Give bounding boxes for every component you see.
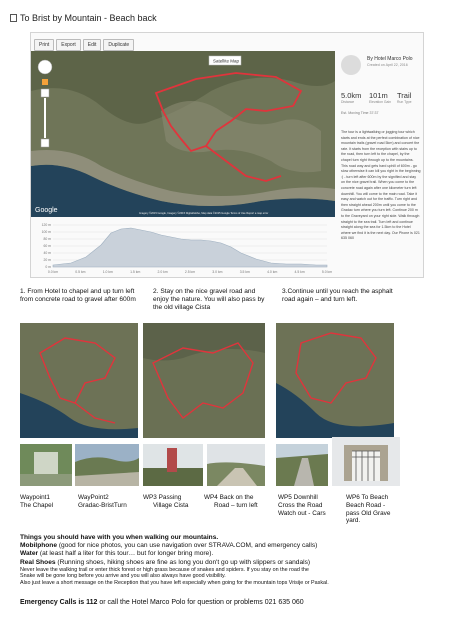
x-tick-label: 4.0 km [267,270,278,274]
pan-control-icon[interactable] [38,60,52,74]
x-tick-label: 3.5 km [239,270,250,274]
zoom-out-button[interactable] [41,139,49,147]
y-tick-label: 60 m [43,244,51,249]
packing-tips [20,534,440,586]
elevation-chart [31,223,335,275]
distance-value: 5.0km [341,91,362,100]
x-tick-label: 1.5 km [130,270,141,274]
distance-stat [341,91,361,104]
tip-shoes: Real Shoes (Running shoes, hiking shoes are fine as long you don't go up with slippers or sandals) [20,558,311,566]
warning-line-3: Also just leave a short message on the Reception that you have left especially when going for the mountain tops Vrisije or Paskal. [20,579,329,586]
waypoint-4-label: WP4 Back on the Road – turn left [204,494,258,509]
emergency-info: Emergency Calls is 112 or call the Hotel Marco Polo for question or problems 021 635 060 [20,599,304,606]
step-2-map [143,323,265,438]
x-tick-label: 0.0 km [47,270,59,274]
waypoint-2-photo [75,444,139,486]
elevation-area [53,228,327,267]
type-value: Trail [397,91,412,100]
warning-line-1: Never leave the walking trail or enter thick forest or high grass because of snakes and spiders. If you stay on the road the [20,566,309,573]
tip-water: Water (at least half a liter for this tour… but for longer bring more). [20,550,214,558]
page-title: To Brist by Mountain - Beach back [10,13,157,23]
satellite-map-image [31,51,335,217]
waypoint-5-photo [276,444,328,486]
pegman-icon[interactable] [42,79,48,85]
zoom-in-button[interactable] [41,89,49,97]
step-1: 1. From Hotel to chapel and up turn left from concrete road to gravel after 600m [20,288,136,303]
elevation-stat [369,91,391,104]
type-stat [397,91,411,104]
x-tick-label: 0.5 km [75,270,86,274]
google-logo: Google [35,207,58,214]
waypoint-2-label: WayPoint2 Gradac-BristTurn [78,494,127,509]
created-date: Created on April 22, 2016 [367,63,408,67]
edit-button[interactable]: Edit [83,39,102,51]
export-button[interactable]: Export [56,39,80,51]
step-2: 2. Stay on the nice gravel road and enjoy the nature. You will also pass by the old village Cista [153,288,265,311]
y-tick-label: 20 m [43,258,51,263]
map-attribution: Imagery ©2015 Google, Imagery ©2015 DigitalGlobe, Map data ©2015 Google Terms of Use Report a map error [139,212,269,215]
waypoint-1-photo [20,444,72,486]
step-1-map [20,323,138,438]
duplicate-button[interactable]: Duplicate [103,39,134,51]
distance-label: Distance [341,100,355,104]
waypoint-6-photo [332,437,400,486]
route-map[interactable] [31,51,335,217]
route-description: The tour is a lightwalking or jogging tour which starts and ends at the perfect combination of nice mountain trails (gravel road 5km) and concert the rate. It starts from the reception with stairs up to the road, then turn left to the chapel, by the chapel turn right through up to the mountains. This road way and gets hard uphill of 600m - go slow otherwise it can kill you right in the beginning :) - turn left after 600m by the signified and stay on the nice gravel trail. When you come to the concrete road again after one kilometer turn left downhill. You will come to the main road. Take it easy and watch out for the traffic. Turn right and then straight ahead 200m until you come to the Gradac turn where you turn left. Continue 200 m to the Graveyard on your right side. Walk through straight to the sea trail. Turn left and continue straight along the sea for 1.5km to the Hotel where we find it is the next day. Our Phone is 021 635 060 [341,130,421,241]
step-3-map [276,323,394,438]
step-3: 3.Continue until you reach the asphalt road again – and turn left. [282,288,393,303]
waypoint-3-label: WP3 Passing Village Cista [143,494,189,509]
y-tick-label: 0 m [45,265,51,270]
toolbar [34,39,134,51]
zoom-slider[interactable] [44,98,46,138]
print-button[interactable]: Print [34,39,54,51]
owner-avatar [341,55,361,75]
x-tick-label: 1.0 km [102,270,113,274]
x-tick-label: 2.5 km [184,270,196,274]
type-label: Run Type [397,100,412,104]
elevation-value: 101m [369,91,388,100]
x-tick-label: 5.0 km [321,270,333,274]
title-box-icon [10,14,17,22]
owner-name[interactable]: By Hotel Marco Polo [367,56,413,62]
elevation-profile [31,223,335,275]
route-info-sidebar [339,51,421,275]
y-tick-label: 100 m [41,230,51,235]
waypoint-4-photo [207,444,265,486]
x-tick-label: 4.5 km [294,270,305,274]
waypoint-6-label: WP6 To Beach Beach Road - pass Old Grave yard. [346,494,391,525]
y-tick-label: 120 m [41,223,51,228]
waypoint-1-label: Waypoint1 The Chapel [20,494,54,509]
y-tick-label: 80 m [43,237,51,242]
tips-heading: Things you should have with you when walking our mountains. [20,534,219,541]
y-tick-label: 40 m [43,251,51,256]
x-tick-label: 3.0 km [212,270,223,274]
est-moving-time: Est. Moving Time 37:37 [341,111,379,115]
warning-line-2: Snake will be gone long before you arrive and you will also always have good visibility. [20,573,226,580]
map-layer-label: Satellite Map [213,58,240,64]
waypoint-3-photo [143,444,203,486]
x-tick-label: 2.0 km [157,270,168,274]
tip-mobilphone: Mobilphone (good for nice photos, you can use navigation over STRAVA.COM, and emergency calls) [20,542,318,550]
waypoint-5-label: WP5 Downhill Cross the Road Watch out - Cars [278,494,326,517]
elevation-label: Elevation Gain [369,100,392,104]
